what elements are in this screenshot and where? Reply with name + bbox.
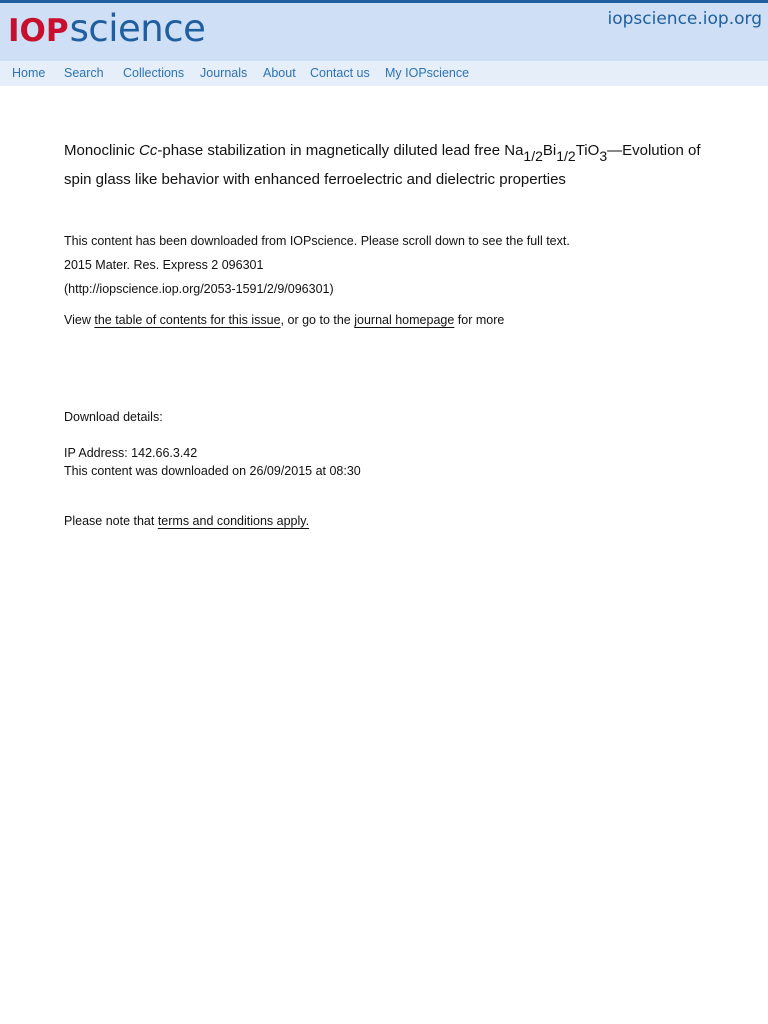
view-links-line [64,313,504,327]
nav-bar [0,61,768,86]
title-part-2: -phase stabilization in magnetically diluted lead free Na [157,142,524,159]
nav-search[interactable]: Search [64,66,104,80]
terms-prefix: Please note that [64,514,158,528]
logo-iop-text: IOP [8,13,69,49]
logo-science-text: science [69,7,206,50]
title-sub-1: 1/2 [523,148,543,164]
terms-line [64,514,309,528]
iopscience-logo[interactable] [8,7,206,50]
download-notice: This content has been downloaded from IOPscience. Please scroll down to see the full text. [64,234,570,248]
title-sub-2: 1/2 [556,148,576,164]
nav-journals[interactable]: Journals [200,66,248,80]
terms-link[interactable]: terms and conditions apply. [157,514,310,528]
citation: 2015 Mater. Res. Express 2 096301 [64,258,264,272]
title-tio: TiO [575,142,600,159]
nav-home[interactable]: Home [12,66,46,80]
title-sub-3: 3 [599,148,608,164]
toc-link[interactable]: the table of contents for this issue [94,313,281,327]
nav-contact-us[interactable]: Contact us [310,66,370,80]
article-url: (http://iopscience.iop.org/2053-1591/2/9/096301) [64,282,334,296]
title-part-3: —Evolution of spin glass like behavior with enhanced ferroelectric and dielectric properties [64,142,701,188]
nav-collections[interactable]: Collections [123,66,185,80]
view-prefix: View [64,313,95,327]
site-url-link[interactable]: iopscience.iop.org [607,9,762,29]
ip-address: IP Address: 142.66.3.42 [64,446,198,460]
title-cc: Cc [139,142,158,159]
download-details-heading: Download details: [64,410,163,424]
nav-my-iopscience[interactable]: My IOPscience [385,66,470,80]
article-title [64,136,724,194]
journal-homepage-link[interactable]: journal homepage [354,313,455,327]
title-bi: Bi [542,142,557,159]
nav-about[interactable]: About [263,66,296,80]
view-middle: , or go to the [280,313,355,327]
view-suffix: for more [454,313,505,327]
title-part-1: Monoclinic [64,142,140,159]
download-date: This content was downloaded on 26/09/2015 at 08:30 [64,464,361,478]
